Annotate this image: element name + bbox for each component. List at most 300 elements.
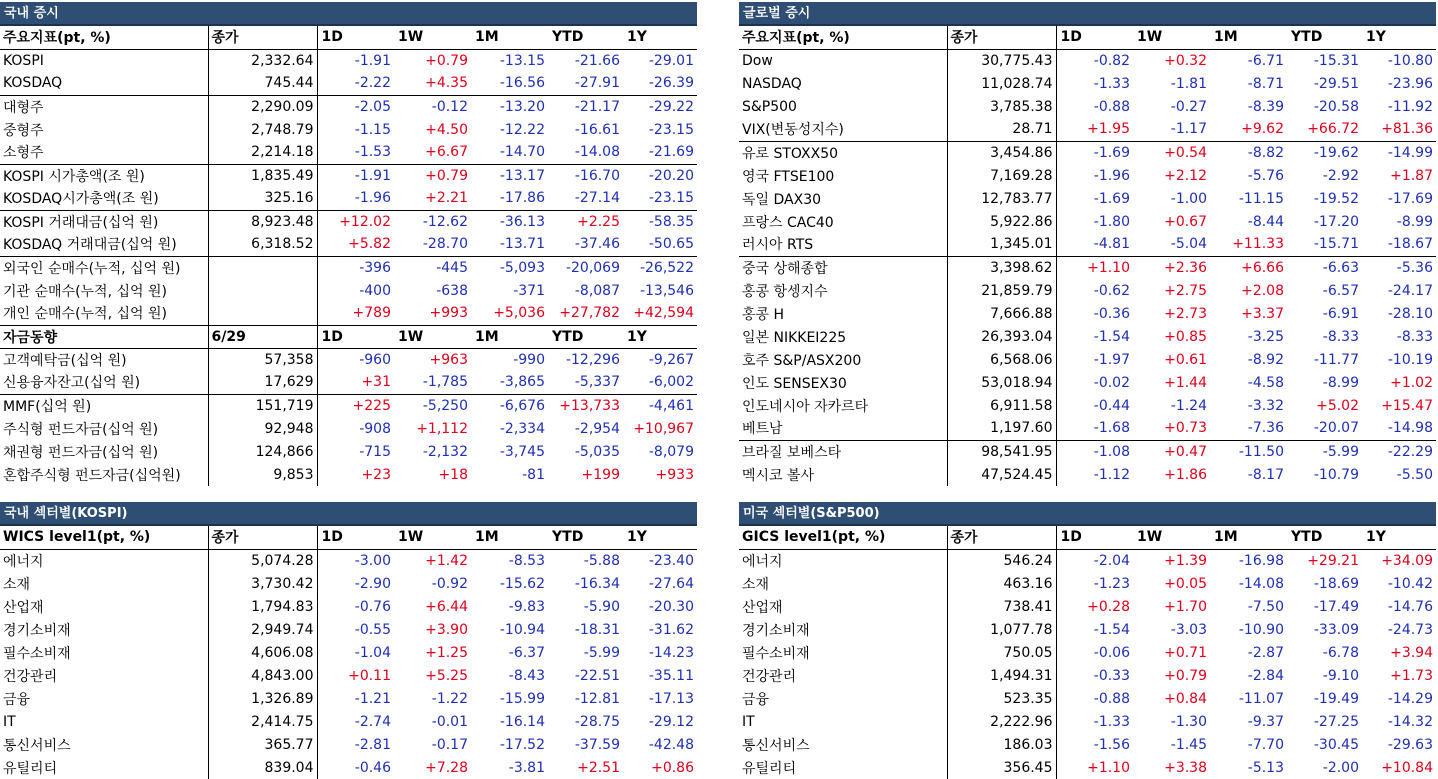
table-row <box>0 72 697 95</box>
row-label: 영국 FTSE100 <box>739 164 947 187</box>
table-row <box>0 256 697 279</box>
change-value: -8.99 <box>1322 374 1359 391</box>
change-value: +3.38 <box>1164 759 1207 776</box>
close-value: 8,923.48 <box>208 210 317 233</box>
header-row <box>0 325 697 348</box>
change-value: -11.77 <box>1313 351 1359 368</box>
table-row <box>0 417 697 440</box>
table-row <box>0 187 697 210</box>
change-value: +66.72 <box>1307 121 1359 138</box>
change-value: -1.69 <box>1056 141 1133 164</box>
change-value: -16.98 <box>1238 552 1284 569</box>
row-label: KOSPI <box>0 49 208 72</box>
close-value: 186.03 <box>947 733 1056 756</box>
table-row <box>0 641 697 664</box>
close-value: 4,843.00 <box>208 664 317 687</box>
table-row <box>0 440 697 463</box>
column-header: 1M <box>471 26 548 49</box>
change-value: -23.15 <box>648 121 694 138</box>
close-value: 30,775.43 <box>947 49 1056 72</box>
change-value: +0.47 <box>1133 440 1210 463</box>
panel-title: 글로벌 증시 <box>739 2 1436 26</box>
close-value: 738.41 <box>947 595 1056 618</box>
change-value: +1.95 <box>1087 121 1130 138</box>
change-value: +18 <box>438 466 468 483</box>
change-value: +1.02 <box>1390 374 1433 391</box>
change-value: -21.66 <box>574 52 620 69</box>
change-value: -1.08 <box>1056 440 1133 463</box>
change-value: +1.73 <box>1390 667 1433 684</box>
close-value: 325.16 <box>208 187 317 210</box>
change-value: +42,594 <box>633 305 694 322</box>
close-value: 1,345.01 <box>947 233 1056 256</box>
close-value: 2,214.18 <box>208 141 317 164</box>
column-header: 1Y <box>623 26 697 49</box>
change-value: -1.96 <box>354 190 391 207</box>
row-label: KOSDAQ <box>0 72 208 95</box>
table-row <box>739 141 1436 164</box>
change-value: +0.54 <box>1133 141 1210 164</box>
table-row <box>739 687 1436 710</box>
row-label: VIX(변동성지수) <box>739 118 947 141</box>
change-value: -2.00 <box>1322 759 1359 776</box>
change-value: -0.17 <box>431 736 468 753</box>
change-value: -1.96 <box>1093 167 1130 184</box>
change-value: +3.37 <box>1241 305 1284 322</box>
column-header: 1D <box>317 325 394 348</box>
close-value: 5,074.28 <box>208 549 317 572</box>
column-header: 종가 <box>208 526 317 549</box>
change-value: -11.92 <box>1387 98 1433 115</box>
table-row <box>0 618 697 641</box>
close-value: 12,783.77 <box>947 187 1056 210</box>
row-label: 금융 <box>739 687 947 710</box>
change-value: -14.08 <box>574 144 620 161</box>
close-value <box>208 279 317 302</box>
change-value: -13.17 <box>471 164 548 187</box>
change-value: -29.01 <box>648 52 694 69</box>
row-label: 중국 상해종합 <box>739 256 947 279</box>
change-value: -13.71 <box>499 236 545 253</box>
change-value: -8,087 <box>574 282 620 299</box>
row-label: KOSDAQ시가총액(조 원) <box>0 187 208 210</box>
column-header: 종가 <box>947 526 1056 549</box>
change-value: -6.63 <box>1287 256 1362 279</box>
change-value: -3.25 <box>1247 328 1284 345</box>
table-row <box>0 210 697 233</box>
change-value: -35.11 <box>648 667 694 684</box>
change-value: -17.86 <box>499 190 545 207</box>
close-value: 523.35 <box>947 687 1056 710</box>
column-header: YTD <box>548 325 623 348</box>
column-header: GICS level1(pt, %) <box>739 526 947 549</box>
close-value: 98,541.95 <box>947 440 1056 463</box>
change-value: -5,093 <box>471 256 548 279</box>
change-value: -5,337 <box>574 374 620 391</box>
change-value: -2.90 <box>354 575 391 592</box>
row-label: 외국인 순매수(누적, 십억 원) <box>0 256 208 279</box>
change-value: -6.78 <box>1322 644 1359 661</box>
column-header: 주요지표(pt, %) <box>739 26 947 49</box>
header-row <box>739 526 1436 549</box>
change-value: +993 <box>429 305 468 322</box>
change-value: -20,069 <box>548 256 623 279</box>
close-value: 3,730.42 <box>208 572 317 595</box>
change-value: +5.02 <box>1316 397 1359 414</box>
close-value: 47,524.45 <box>947 463 1056 486</box>
change-value: -2.87 <box>1247 644 1284 661</box>
row-label: IT <box>739 710 947 733</box>
change-value: -1,785 <box>422 374 468 391</box>
change-value: -13.15 <box>499 52 545 69</box>
row-label: 소재 <box>739 572 947 595</box>
table-row <box>739 733 1436 756</box>
change-value: -28.70 <box>422 236 468 253</box>
change-value: -6.91 <box>1322 305 1359 322</box>
change-value: -14.08 <box>1238 575 1284 592</box>
change-value: -1.69 <box>1093 190 1130 207</box>
change-value: -9.83 <box>508 598 545 615</box>
change-value: -6.71 <box>1247 52 1284 69</box>
column-header: 1Y <box>623 526 697 549</box>
change-value: -8,079 <box>648 443 694 460</box>
close-value: 6,318.52 <box>208 233 317 256</box>
close-value: 2,949.74 <box>208 618 317 641</box>
change-value: -10.90 <box>1238 621 1284 638</box>
change-value: -17.20 <box>1313 213 1359 230</box>
change-value: -29.63 <box>1387 736 1433 753</box>
change-value: +3.94 <box>1390 644 1433 661</box>
row-label: 유틸리티 <box>739 756 947 779</box>
row-label: IT <box>0 710 208 733</box>
column-header: WICS level1(pt, %) <box>0 526 208 549</box>
change-value: -1.54 <box>1093 621 1130 638</box>
change-value: -4.81 <box>1093 236 1130 253</box>
change-value: -1.81 <box>1170 75 1207 92</box>
change-value: +1,112 <box>416 420 468 437</box>
table-row <box>739 118 1436 141</box>
change-value: -1.97 <box>1093 351 1130 368</box>
row-label: 경기소비재 <box>739 618 947 641</box>
change-value: -4.58 <box>1247 374 1284 391</box>
change-value: -29.12 <box>648 713 694 730</box>
table-row <box>0 371 697 394</box>
row-label: 고객예탁금(십억 원) <box>0 348 208 371</box>
row-label: 대형주 <box>0 95 208 118</box>
table-row <box>0 394 697 417</box>
table-row <box>739 572 1436 595</box>
row-label: KOSPI 거래대금(십억 원) <box>0 210 208 233</box>
row-label: Dow <box>739 49 947 72</box>
change-value: -1.53 <box>354 144 391 161</box>
change-value: +2.75 <box>1164 282 1207 299</box>
close-value: 26,393.04 <box>947 325 1056 348</box>
change-value: -11.07 <box>1238 690 1284 707</box>
change-value: -17.69 <box>1387 190 1433 207</box>
change-value: -5.88 <box>583 552 620 569</box>
row-label: S&P500 <box>739 95 947 118</box>
change-value: +4.35 <box>425 75 468 92</box>
change-value: -14.23 <box>648 644 694 661</box>
column-header: 1D <box>1056 526 1133 549</box>
table-row <box>739 664 1436 687</box>
change-value: -1.56 <box>1093 736 1130 753</box>
change-value: +963 <box>429 351 468 368</box>
change-value: -8.53 <box>508 552 545 569</box>
change-value: +34.09 <box>1381 552 1433 569</box>
change-value: -371 <box>513 282 545 299</box>
table-row <box>0 118 697 141</box>
panel-domestic-sectors <box>0 502 697 779</box>
change-value: -8.39 <box>1247 98 1284 115</box>
table-row <box>739 348 1436 371</box>
row-label: 호주 S&P/ASX200 <box>739 348 947 371</box>
row-label: 소형주 <box>0 141 208 164</box>
close-value: 1,494.31 <box>947 664 1056 687</box>
table-row <box>739 279 1436 302</box>
table-row <box>0 95 697 118</box>
change-value: +0.86 <box>651 759 694 776</box>
change-value: +11.33 <box>1232 236 1284 253</box>
change-value: -2,132 <box>422 443 468 460</box>
change-value: +1.86 <box>1164 466 1207 483</box>
row-label: 러시아 RTS <box>739 233 947 256</box>
close-value: 28.71 <box>947 118 1056 141</box>
column-header: 1D <box>317 526 394 549</box>
change-value: -12.22 <box>499 121 545 138</box>
table-row <box>0 756 697 779</box>
change-value: +0.71 <box>1164 644 1207 661</box>
close-value: 546.24 <box>947 549 1056 572</box>
change-value: +0.32 <box>1164 52 1207 69</box>
change-value: -0.36 <box>1093 305 1130 322</box>
change-value: -19.49 <box>1313 690 1359 707</box>
close-value: 6,568.06 <box>947 348 1056 371</box>
table-row <box>739 549 1436 572</box>
change-value: -13,546 <box>639 282 694 299</box>
close-value: 2,748.79 <box>208 118 317 141</box>
change-value: -21.69 <box>648 144 694 161</box>
change-value: -5,250 <box>394 394 471 417</box>
change-value: -1.33 <box>1093 713 1130 730</box>
change-value: -22.51 <box>574 667 620 684</box>
change-value: -12.81 <box>574 690 620 707</box>
change-value: -30.45 <box>1313 736 1359 753</box>
change-value: -15.71 <box>1313 236 1359 253</box>
table-row <box>739 164 1436 187</box>
column-header: 1M <box>1210 26 1287 49</box>
change-value: -6.37 <box>508 644 545 661</box>
change-value: +0.67 <box>1164 213 1207 230</box>
change-value: -1.24 <box>1170 397 1207 414</box>
change-value: -9,267 <box>648 351 694 368</box>
close-value: 4,606.08 <box>208 641 317 664</box>
data-table <box>739 526 1436 779</box>
close-value: 745.44 <box>208 72 317 95</box>
change-value: +1.39 <box>1164 552 1207 569</box>
change-value: -14.98 <box>1387 420 1433 437</box>
table-row <box>739 756 1436 779</box>
change-value: -396 <box>317 256 394 279</box>
column-header: 1W <box>394 526 471 549</box>
change-value: -5.99 <box>1287 440 1362 463</box>
change-value: -20.07 <box>1313 420 1359 437</box>
panel-title: 미국 섹터별(S&P500) <box>739 502 1436 526</box>
change-value: -10.94 <box>499 621 545 638</box>
change-value: -27.14 <box>574 190 620 207</box>
change-value: -18.69 <box>1313 575 1359 592</box>
close-value: 1,197.60 <box>947 417 1056 440</box>
change-value: -9.37 <box>1247 713 1284 730</box>
table-row <box>739 618 1436 641</box>
column-header: 1D <box>1056 26 1133 49</box>
change-value: +1.10 <box>1056 256 1133 279</box>
change-value: -1.21 <box>354 690 391 707</box>
close-value: 356.45 <box>947 756 1056 779</box>
change-value: -19.52 <box>1313 190 1359 207</box>
table-row <box>0 164 697 187</box>
column-header: 1W <box>394 325 471 348</box>
change-value: -23.15 <box>648 190 694 207</box>
change-value: -21.17 <box>548 95 623 118</box>
change-value: -1.68 <box>1093 420 1130 437</box>
change-value: -0.55 <box>354 621 391 638</box>
change-value: -37.46 <box>574 236 620 253</box>
change-value: +1.25 <box>425 644 468 661</box>
table-row <box>739 256 1436 279</box>
close-value: 124,866 <box>208 440 317 463</box>
table-row <box>739 440 1436 463</box>
change-value: -15.62 <box>499 575 545 592</box>
change-value: -5,035 <box>574 443 620 460</box>
change-value: -0.46 <box>354 759 391 776</box>
row-label: 프랑스 CAC40 <box>739 210 947 233</box>
table-row <box>0 463 697 486</box>
close-value: 17,629 <box>208 371 317 394</box>
table-row <box>0 710 697 733</box>
column-header: YTD <box>1287 526 1362 549</box>
change-value: -0.62 <box>1093 282 1130 299</box>
change-value: -20.20 <box>623 164 697 187</box>
column-header: 1M <box>1210 526 1287 549</box>
row-label: KOSPI 시가총액(조 원) <box>0 164 208 187</box>
close-value: 7,169.28 <box>947 164 1056 187</box>
change-value: -8.99 <box>1396 213 1433 230</box>
change-value: -4,461 <box>623 394 697 417</box>
column-header: 1D <box>317 26 394 49</box>
change-value: +2.36 <box>1133 256 1210 279</box>
close-value: 6,911.58 <box>947 394 1056 417</box>
table-row <box>0 233 697 256</box>
change-value: +3.90 <box>425 621 468 638</box>
change-value: -11.50 <box>1210 440 1287 463</box>
panel-global-market <box>739 2 1436 486</box>
change-value: -2.81 <box>354 736 391 753</box>
change-value: -8.33 <box>1322 328 1359 345</box>
table-row <box>739 463 1436 486</box>
change-value: +2.21 <box>425 190 468 207</box>
change-value: +199 <box>581 466 620 483</box>
table-row <box>0 687 697 710</box>
change-value: -5.13 <box>1247 759 1284 776</box>
change-value: -715 <box>359 443 391 460</box>
change-value: -14.32 <box>1387 713 1433 730</box>
row-label: 에너지 <box>0 549 208 572</box>
change-value: +10,967 <box>633 420 694 437</box>
change-value: -2.84 <box>1247 667 1284 684</box>
change-value: -16.14 <box>499 713 545 730</box>
table-row <box>739 187 1436 210</box>
change-value: +2.51 <box>577 759 620 776</box>
change-value: -20.58 <box>1313 98 1359 115</box>
panel-us-sectors <box>739 502 1436 779</box>
change-value: -2.05 <box>317 95 394 118</box>
row-label: 통신서비스 <box>739 733 947 756</box>
table-row <box>0 664 697 687</box>
column-header: YTD <box>1287 26 1362 49</box>
change-value: +5.82 <box>348 236 391 253</box>
change-value: +5,036 <box>493 305 545 322</box>
change-value: -1.33 <box>1093 75 1130 92</box>
change-value: -22.29 <box>1362 440 1436 463</box>
change-value: +4.50 <box>425 121 468 138</box>
change-value: +15.47 <box>1381 397 1433 414</box>
change-value: -2.74 <box>354 713 391 730</box>
change-value: -0.88 <box>1093 98 1130 115</box>
change-value: -0.76 <box>354 598 391 615</box>
change-value: -24.73 <box>1387 621 1433 638</box>
close-value: 1,794.83 <box>208 595 317 618</box>
close-value: 839.04 <box>208 756 317 779</box>
change-value: -400 <box>359 282 391 299</box>
change-value: -10.19 <box>1387 351 1433 368</box>
row-label: 멕시코 볼사 <box>739 463 947 486</box>
row-label: 유로 STOXX50 <box>739 141 947 164</box>
change-value: -1.45 <box>1170 736 1207 753</box>
row-label: 인도네시아 자카르타 <box>739 394 947 417</box>
change-value: -7.50 <box>1247 598 1284 615</box>
change-value: +0.73 <box>1164 420 1207 437</box>
change-value: -1.91 <box>354 52 391 69</box>
table-row <box>0 141 697 164</box>
close-value: 2,332.64 <box>208 49 317 72</box>
change-value: -15.31 <box>1313 52 1359 69</box>
column-header: 주요지표(pt, %) <box>0 26 208 49</box>
row-label: 소재 <box>0 572 208 595</box>
change-value: -6,002 <box>648 374 694 391</box>
change-value: -20.30 <box>648 598 694 615</box>
data-table <box>0 26 697 486</box>
change-value: -3.32 <box>1247 397 1284 414</box>
close-value <box>208 302 317 325</box>
row-label: 건강관리 <box>739 664 947 687</box>
row-label: KOSDAQ 거래대금(십억 원) <box>0 233 208 256</box>
row-label: 필수소비재 <box>739 641 947 664</box>
change-value: -8.82 <box>1210 141 1287 164</box>
change-value: -8.17 <box>1247 466 1284 483</box>
change-value: +0.79 <box>1164 667 1207 684</box>
change-value: +0.84 <box>1164 690 1207 707</box>
change-value: -1.30 <box>1170 713 1207 730</box>
change-value: +1.70 <box>1164 598 1207 615</box>
change-value: -27.25 <box>1313 713 1359 730</box>
table-row <box>0 348 697 371</box>
row-label: 필수소비재 <box>0 641 208 664</box>
change-value: -18.31 <box>574 621 620 638</box>
change-value: -42.48 <box>648 736 694 753</box>
change-value: -16.70 <box>548 164 623 187</box>
row-label: 산업재 <box>0 595 208 618</box>
